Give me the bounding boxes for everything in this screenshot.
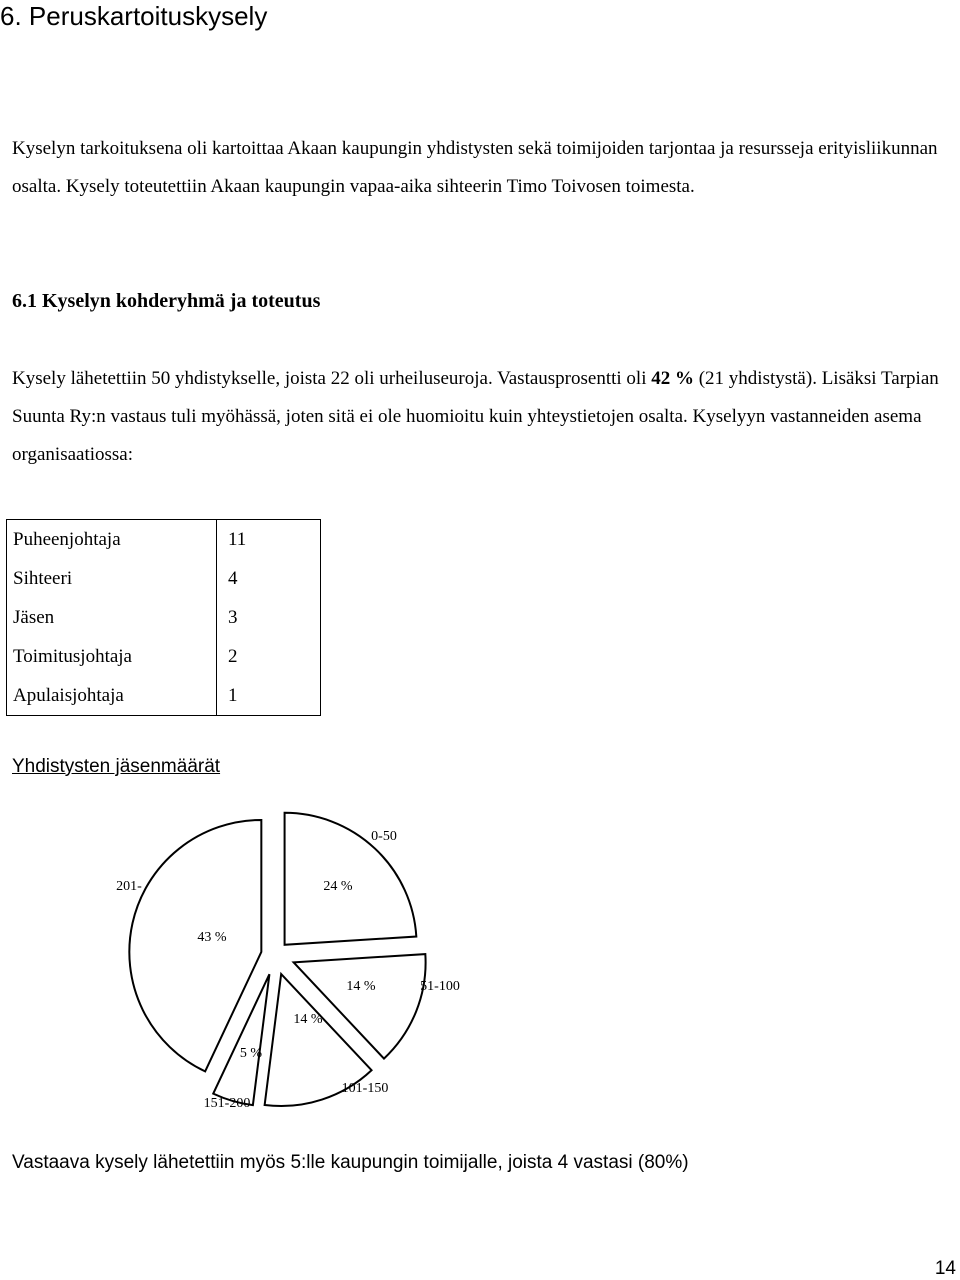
role-cell: Toimitusjohtaja [7, 637, 217, 676]
role-cell: Apulaisjohtaja [7, 676, 217, 716]
table-row [7, 637, 321, 676]
body-paragraph [12, 360, 957, 474]
slice-category-label: 51-100 [420, 979, 460, 994]
slice-percent-label: 43 % [197, 930, 227, 945]
roles-table [6, 519, 321, 716]
response-rate-suffix: (21 yhdistystä). [698, 368, 817, 389]
role-cell: Puheenjohtaja [7, 520, 217, 560]
slice-category-label: 201- [116, 879, 142, 894]
slice-category-label: 151-200 [203, 1096, 251, 1111]
count-cell: 4 [228, 567, 238, 589]
slice-percent-label: 14 % [346, 979, 376, 994]
slice-category-label: 0-50 [371, 829, 397, 844]
slice-percent-label: 5 % [239, 1046, 263, 1061]
count-cell: 11 [228, 528, 247, 550]
section-title: 6.1 Kyselyn kohderyhmä ja toteutus [12, 290, 321, 312]
slice-percent-label: 24 % [323, 879, 353, 894]
chart-title: Yhdistysten jäsenmäärät [12, 756, 221, 777]
membership-pie-chart [0, 800, 520, 1130]
role-cell: Jäsen [7, 598, 217, 637]
roles-intro-text: Kyselyyn vastanneiden asema organisaatiossa: [12, 406, 922, 465]
sent-text: Kysely lähetettiin 50 yhdistykselle, joista 22 oli urheiluseuroja. Vastausprosentti oli [12, 368, 647, 389]
table-row [7, 559, 321, 598]
count-cell: 2 [228, 645, 238, 667]
table-row [7, 598, 321, 637]
page-number: 14 [934, 1258, 956, 1279]
table-row [7, 676, 321, 716]
table-row [7, 520, 321, 560]
slice-category-label: 101-150 [341, 1081, 389, 1096]
intro-paragraph: Kyselyn tarkoituksena oli kartoittaa Akaan kaupungin yhdistysten sekä toimijoiden tarjontaa ja resursseja erityisliikunnan osalta. Kysely toteutettiin Akaan kaupungin vapaa-aika sihteerin Timo Toivosen toimesta. [12, 138, 938, 197]
count-cell: 3 [228, 606, 238, 628]
role-cell: Sihteeri [7, 559, 217, 598]
response-rate: 42 % [651, 368, 694, 389]
footer-text: Vastaava kysely lähetettiin myös 5:lle kaupungin toimijalle, joista 4 vastasi (80%) [12, 1152, 689, 1173]
count-cell: 1 [228, 684, 238, 706]
slice-percent-label: 14 % [293, 1012, 323, 1027]
page-heading: 6. Peruskartoituskysely [0, 1, 268, 31]
late-response-text: Lisäksi Tarpian Suunta Ry:n vastaus tuli myöhässä, joten sitä ei ole huomioitu kuin yhteystietojen osalta. [12, 368, 939, 427]
